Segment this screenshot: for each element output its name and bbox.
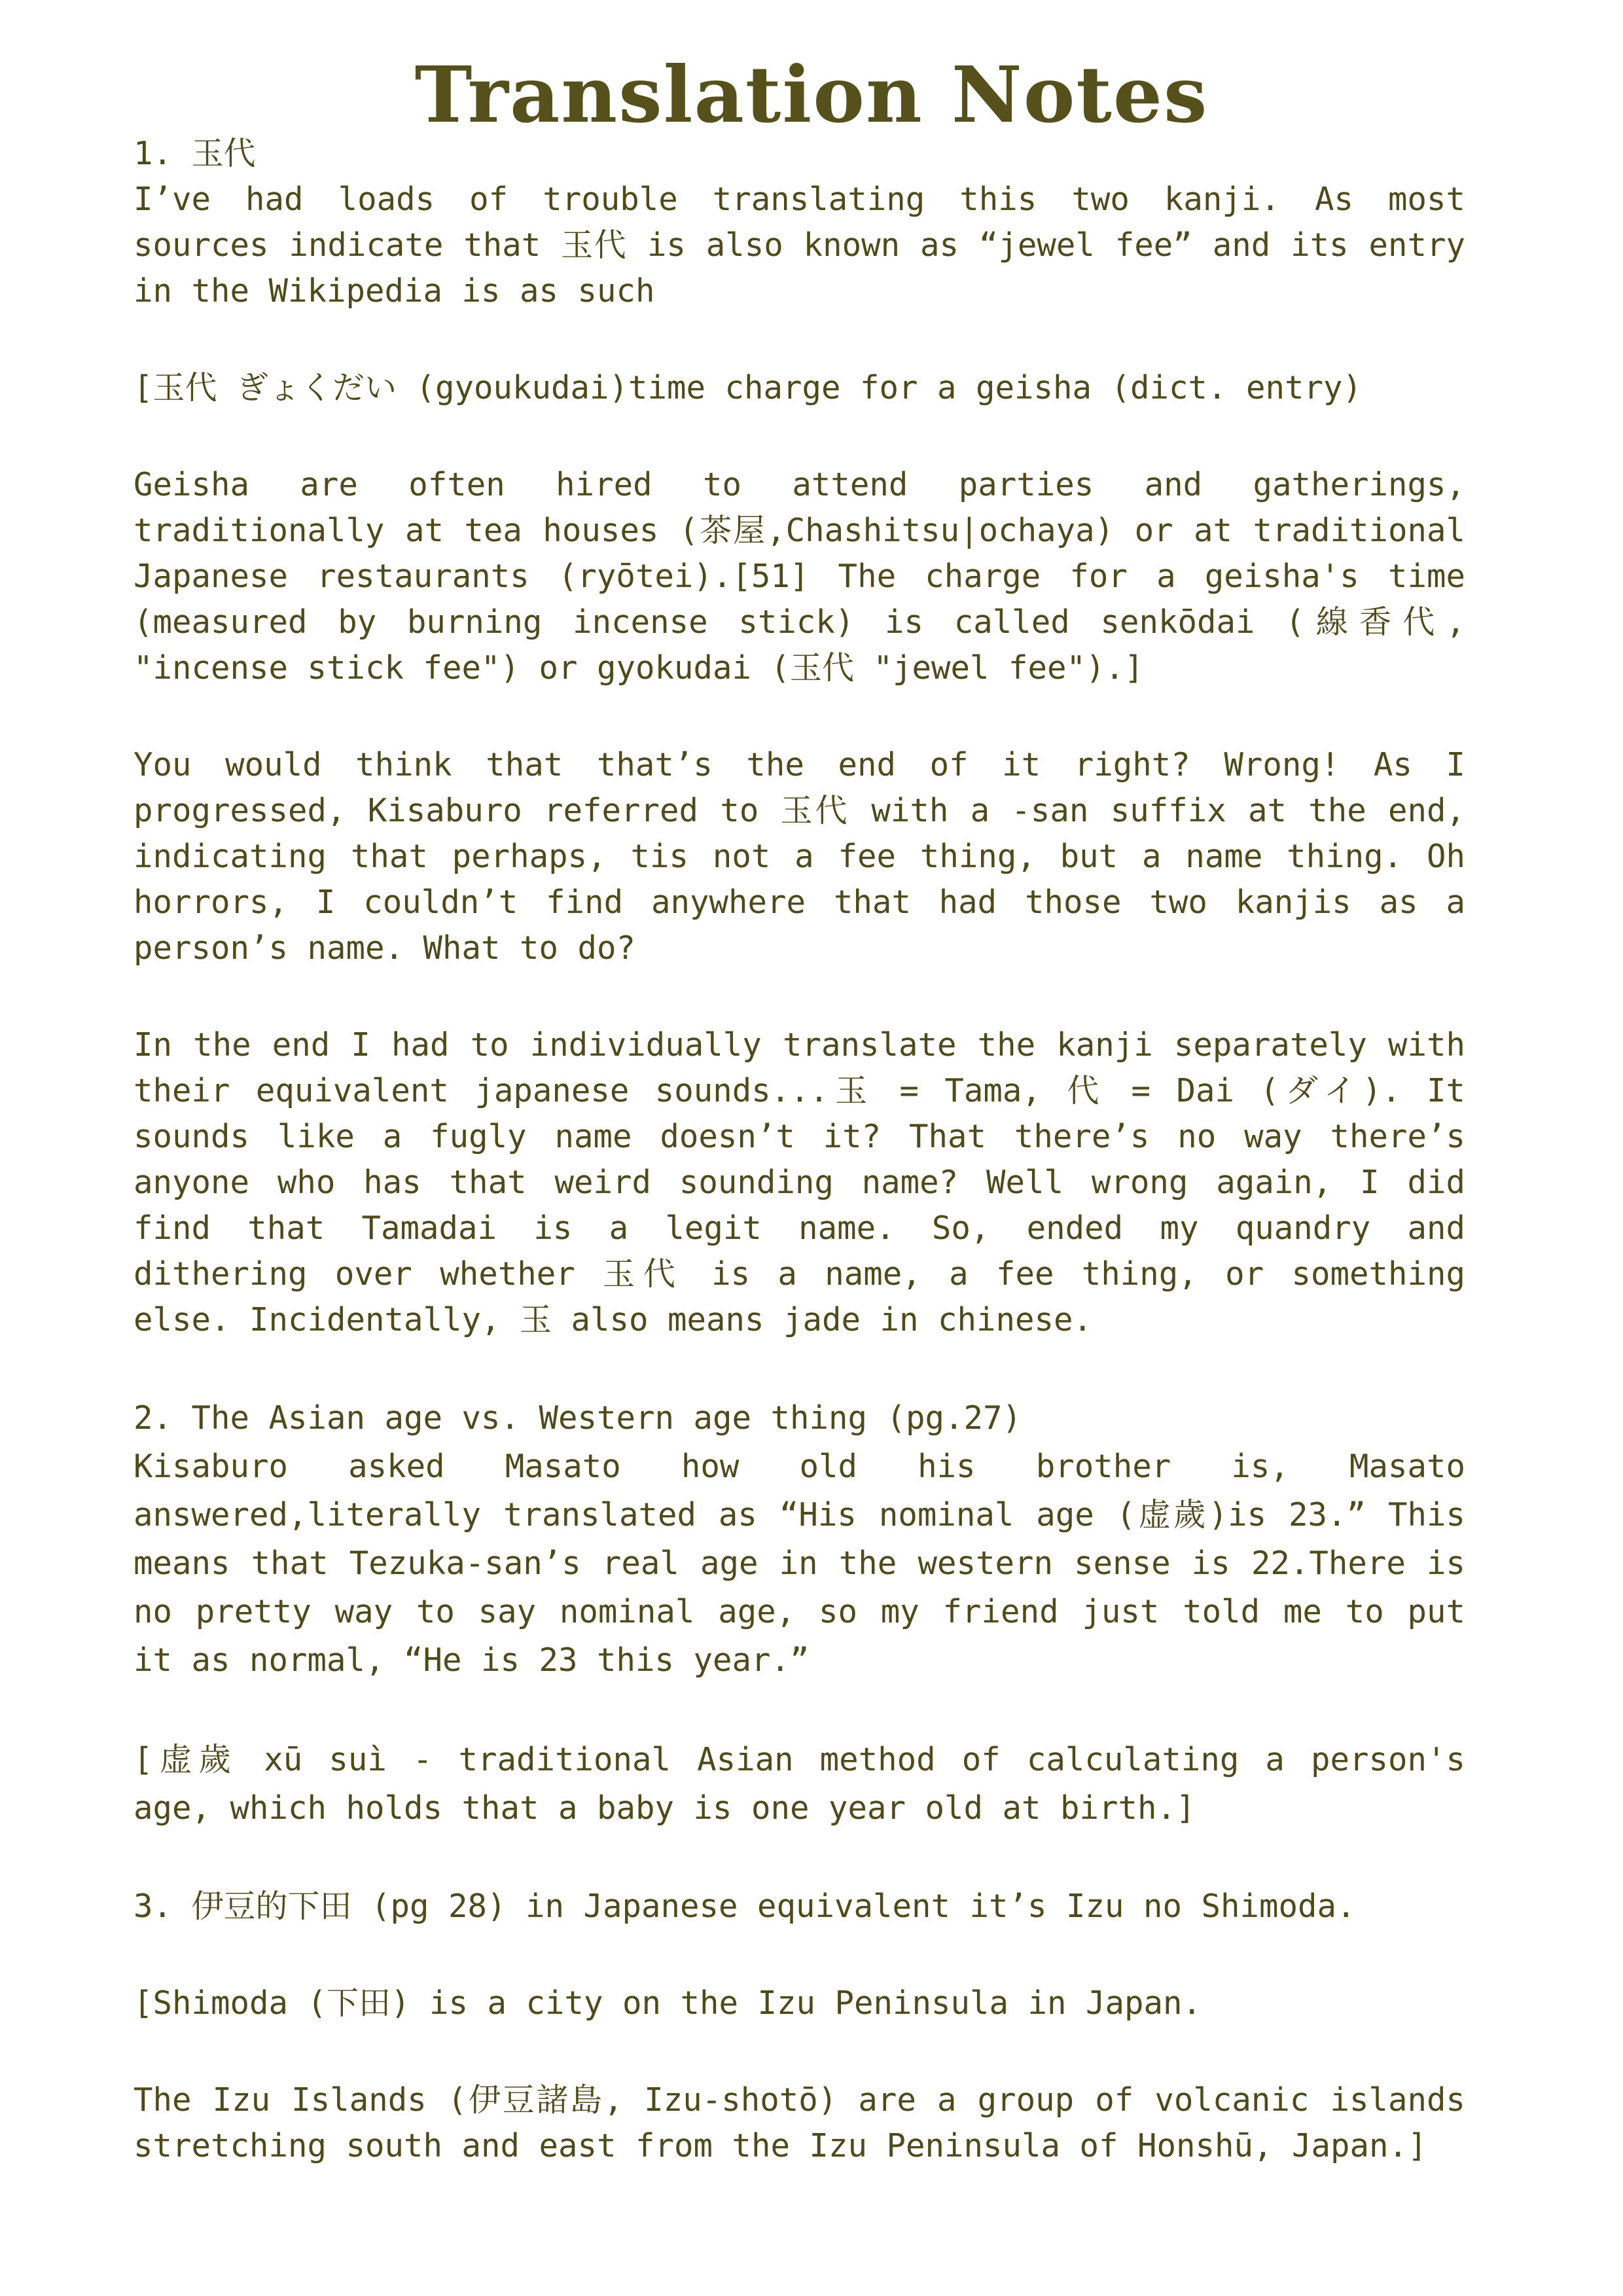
note-1-dictionary-entry: [玉代 ぎょくだい (gyoukudai)time charge for a geisha (dict. entry)	[134, 369, 1363, 406]
note-1-paragraph-2: You would think that that’s the end of it right? Wrong! As I progressed, Kisaburo referred to 玉代 with a -san suffix at the end, indicating that perhaps, tis not a fee thing, but a name thing. Oh horrors, I couldn’t find anywhere that had those two kanjis as a person’s name. What to do?	[134, 746, 1466, 967]
note-1-paragraph-1: I’ve had loads of trouble translating this two kanji. As most sources indicate that 玉代 is also known as “jewel fee” and its entry in the Wikipedia is as such	[134, 181, 1465, 310]
note-3-heading: 3. 伊豆的下田 (pg 28) in Japanese equivalent it’s Izu no Shimoda.	[134, 1888, 1356, 1925]
note-3-shimoda-quote: [Shimoda (下田) is a city on the Izu Peninsula in Japan.	[134, 1984, 1202, 2022]
note-1-heading: 1. 玉代	[134, 135, 256, 172]
note-2-heading: 2. The Asian age vs. Western age thing (pg.27)	[134, 1399, 1022, 1437]
page-title: Translation Notes	[414, 49, 1209, 140]
note-2-paragraph-1: Kisaburo asked Masato how old his brother is, Masato answered,literally translated as “His nominal age (虚歲)is 23.” This means that Tezuka-san’s real age in the western sense is 22.There is no pretty way to say nominal age, so my friend just told me to put it as normal, “He is 23 this year.”	[134, 1448, 1466, 1679]
note-2-definition: [虚歲 xū suì - traditional Asian method of calculating a person's age, which holds that a baby is one year old at birth.]	[134, 1741, 1465, 1827]
notes-body	[134, 131, 1465, 2169]
note-1-wikipedia-quote: Geisha are often hired to attend parties and gatherings, traditionally at tea houses (茶屋,Chashitsu|ochaya) or at traditional Japanese restaurants (ryōtei).[51] The charge for a geisha's time (measured by burning incense stick) is called senkōdai (線香代, "incense stick fee") or gyokudai (玉代 "jewel fee").]	[134, 466, 1465, 687]
note-1-paragraph-3: In the end I had to individually translate the kanji separately with their equivalent japanese sounds...玉 = Tama, 代 = Dai (ダイ). It sounds like a fugly name doesn’t it? That there’s no way there’s anyone who has that weird sounding name? Well wrong again, I did find that Tamadai is a legit name. So, ended my quandry and dithering over whether 玉代 is a name, a fee thing, or something else. Incidentally, 玉 also means jade in chinese.	[134, 1026, 1465, 1338]
note-3-izu-islands-quote: The Izu Islands (伊豆諸島, Izu-shotō) are a group of volcanic islands stretching south and east from the Izu Peninsula of Honshū, Japan.]	[134, 2081, 1465, 2164]
